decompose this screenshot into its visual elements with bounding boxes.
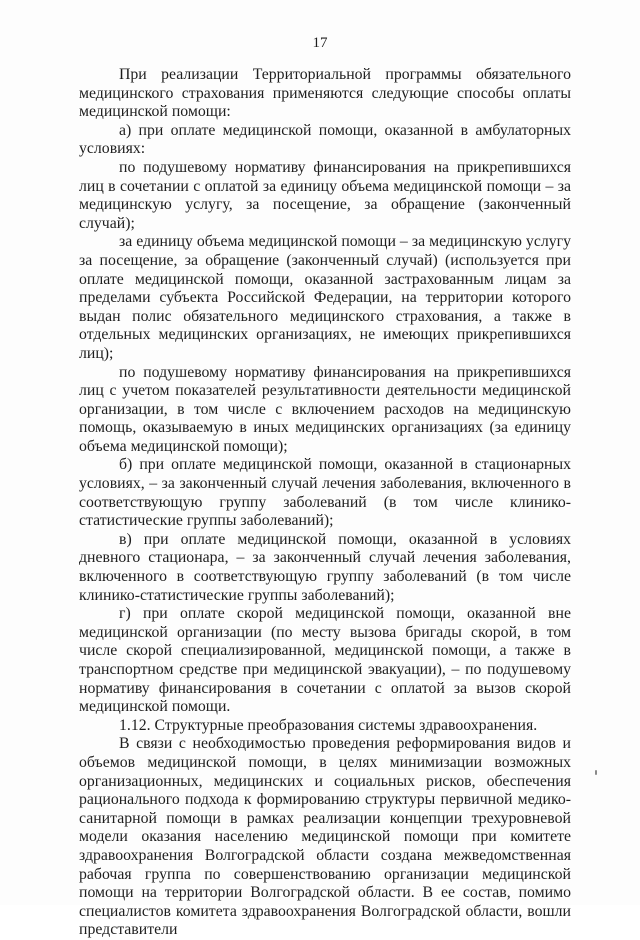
paragraph-item-b: б) при оплате медицинской помощи, оказанной в стационарных условиях, – за законченный случай лечения заболевания, включенного в соответствующую группу заболеваний (в том числе клинико-статистические группы заболеваний);: [79, 456, 571, 530]
paragraph-item-a: а) при оплате медицинской помощи, оказанной в амбулаторных условиях:: [79, 121, 571, 158]
document-body: [79, 66, 571, 940]
paragraph-item-v: в) при оплате медицинской помощи, оказанной в условиях дневного стационара, – за законченный случай лечения заболевания, включенного в соответствующую группу заболеваний (в том числе клинико-статистические группы заболеваний);: [79, 530, 571, 604]
paragraph-unit-volume: за единицу объема медицинской помощи – за медицинскую услугу за посещение, за обращение (законченный случай) (используется при оплате медицинской помощи, оказанной застрахованным лицам за пределами субъекта Российской Федерации, на территории которого выдан полис обязательного медицинского страхования, а также в отдельных медицинских организациях, не имеющих прикрепившихся лиц);: [79, 233, 571, 362]
paragraph-capitation-performance: по подушевому нормативу финансирования на прикрепившихся лиц с учетом показателей результативности деятельности медицинской организации, в том числе с включением расходов на медицинскую помощь, оказываемую в иных медицинских организациях (за единицу объема медицинской помощи);: [79, 363, 571, 455]
scan-artifact-mark: [595, 770, 597, 775]
section-heading-1-12: 1.12. Структурные преобразования системы здравоохранения.: [119, 716, 538, 734]
page-number: 17: [312, 35, 328, 51]
paragraph-item-g: г) при оплате скорой медицинской помощи, оказанной вне медицинской организации (по месту вызова бригады скорой, в том числе скорой специализированной, медицинской помощи, а также в транспортном средстве при медицинской эвакуации), – по подушевому нормативу финансирования в сочетании с оплатой за вызов скорой медицинской помощи.: [79, 605, 571, 716]
paragraph-capitation: по подушевому нормативу финансирования на прикрепившихся лиц в сочетании с оплатой за единицу объема медицинской помощи – за медицинскую услугу, за посещение, за обращение (законченный случай);: [79, 158, 571, 232]
paragraph-working-group: В связи с необходимостью проведения реформирования видов и объемов медицинской помощи, в целях минимизации возможных организационных, медицинских и социальных рисков, обеспечения рационального подхода к формированию структуры первичной медико-санитарной помощи в рамках реализации концепции трехуровневой модели оказания населению медицинской помощи при комитете здравоохранения Волгоградской области создана межведомственная рабочая группа по совершенствованию организации медицинской помощи на территории Волгоградской области. В ее состав, помимо специалистов комитета здравоохранения Волгоградской области, вошли представители: [79, 735, 571, 939]
paragraph-intro: При реализации Территориальной программы обязательного медицинского страхования применяются следующие способы оплаты медицинской помощи:: [79, 66, 571, 121]
